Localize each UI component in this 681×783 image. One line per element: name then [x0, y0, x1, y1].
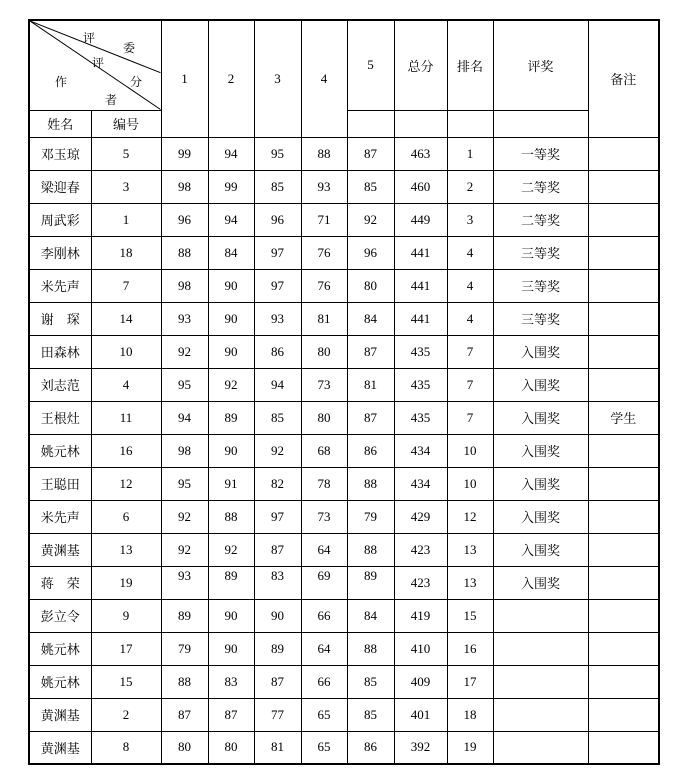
header-spacer-judge5	[347, 110, 394, 137]
remark-cell	[588, 434, 659, 467]
table-row	[29, 170, 659, 203]
judge1-score-cell: 88	[161, 665, 208, 698]
award-cell: 三等奖	[493, 269, 588, 302]
rank-cell: 10	[447, 467, 493, 500]
judge3-score-cell: 94	[254, 368, 301, 401]
table-row	[29, 269, 659, 302]
entry-id-cell: 14	[91, 302, 161, 335]
name-cell: 周武彩	[29, 203, 91, 236]
judge3-score-cell: 86	[254, 335, 301, 368]
remark-cell	[588, 731, 659, 764]
name-cell: 田森林	[29, 335, 91, 368]
entry-id-cell: 13	[91, 533, 161, 566]
judge2-score-cell: 90	[208, 599, 254, 632]
judge4-score-cell: 80	[301, 335, 347, 368]
award-cell: 三等奖	[493, 236, 588, 269]
header-judge-1: 1	[161, 20, 208, 137]
header-name: 姓名	[29, 110, 91, 137]
entry-id-cell: 4	[91, 368, 161, 401]
total-score-cell: 423	[394, 533, 447, 566]
name-cell: 黄渊基	[29, 731, 91, 764]
judge2-score-cell: 90	[208, 335, 254, 368]
judge3-score-cell: 82	[254, 467, 301, 500]
judge2-score-cell: 90	[208, 302, 254, 335]
judge4-score-cell: 64	[301, 632, 347, 665]
remark-cell	[588, 170, 659, 203]
judge5-score-cell: 87	[347, 401, 394, 434]
judge2-score-cell: 84	[208, 236, 254, 269]
judge5-score-cell: 86	[347, 731, 394, 764]
judge3-score-cell: 97	[254, 269, 301, 302]
judge1-score-cell: 87	[161, 698, 208, 731]
rank-cell: 4	[447, 236, 493, 269]
remark-cell	[588, 368, 659, 401]
judge3-score-cell: 89	[254, 632, 301, 665]
table-row	[29, 368, 659, 401]
award-cell: 二等奖	[493, 170, 588, 203]
total-score-cell: 434	[394, 467, 447, 500]
rank-cell: 16	[447, 632, 493, 665]
judge4-score-cell: 78	[301, 467, 347, 500]
rank-cell: 1	[447, 137, 493, 170]
rank-cell: 13	[447, 533, 493, 566]
award-cell	[493, 599, 588, 632]
entry-id-cell: 12	[91, 467, 161, 500]
header-judge-3: 3	[254, 20, 301, 137]
name-cell: 姚元林	[29, 665, 91, 698]
remark-cell	[588, 137, 659, 170]
entry-id-cell: 1	[91, 203, 161, 236]
rank-cell: 7	[447, 335, 493, 368]
remark-cell	[588, 269, 659, 302]
award-cell: 入围奖	[493, 533, 588, 566]
judge4-score-cell: 81	[301, 302, 347, 335]
entry-id-cell: 16	[91, 434, 161, 467]
judge3-score-cell: 97	[254, 236, 301, 269]
judge4-score-cell: 71	[301, 203, 347, 236]
judge5-score-cell: 96	[347, 236, 394, 269]
corner-label-author-char1: 作	[54, 75, 67, 89]
rank-cell: 15	[447, 599, 493, 632]
judge4-score-cell: 73	[301, 368, 347, 401]
remark-cell	[588, 302, 659, 335]
corner-label-author-char2: 者	[104, 93, 117, 107]
judge1-score-cell: 89	[161, 599, 208, 632]
total-score-cell: 434	[394, 434, 447, 467]
award-cell	[493, 632, 588, 665]
name-cell: 邓玉琼	[29, 137, 91, 170]
table-row	[29, 599, 659, 632]
judge3-score-cell: 83	[254, 566, 301, 599]
total-score-cell: 429	[394, 500, 447, 533]
judge5-score-cell: 80	[347, 269, 394, 302]
name-cell: 蒋 荣	[29, 566, 91, 599]
header-judge-5: 5	[347, 20, 394, 110]
entry-id-cell: 19	[91, 566, 161, 599]
total-score-cell: 460	[394, 170, 447, 203]
corner-label-score-char1: 评	[91, 56, 104, 70]
judging-score-table	[28, 19, 660, 765]
judge4-score-cell: 64	[301, 533, 347, 566]
judge5-score-cell: 85	[347, 698, 394, 731]
entry-id-cell: 9	[91, 599, 161, 632]
name-cell: 米先声	[29, 500, 91, 533]
judge1-score-cell: 96	[161, 203, 208, 236]
judge1-score-cell: 98	[161, 170, 208, 203]
name-cell: 黄渊基	[29, 698, 91, 731]
header-judge-4: 4	[301, 20, 347, 137]
award-cell	[493, 665, 588, 698]
judge5-score-cell: 88	[347, 632, 394, 665]
total-score-cell: 392	[394, 731, 447, 764]
judge4-score-cell: 66	[301, 599, 347, 632]
judge5-score-cell: 87	[347, 335, 394, 368]
name-cell: 李刚林	[29, 236, 91, 269]
corner-label-judges-char1: 评	[82, 31, 95, 45]
header-spacer-award	[493, 110, 588, 137]
entry-id-cell: 3	[91, 170, 161, 203]
header-total: 总分	[394, 20, 447, 110]
remark-cell	[588, 698, 659, 731]
judge3-score-cell: 90	[254, 599, 301, 632]
judge3-score-cell: 81	[254, 731, 301, 764]
award-cell: 入围奖	[493, 368, 588, 401]
judge1-score-cell: 98	[161, 269, 208, 302]
judge4-score-cell: 68	[301, 434, 347, 467]
name-cell: 刘志范	[29, 368, 91, 401]
judge5-score-cell: 89	[347, 566, 394, 599]
judge4-score-cell: 69	[301, 566, 347, 599]
entry-id-cell: 6	[91, 500, 161, 533]
name-cell: 彭立令	[29, 599, 91, 632]
remark-cell	[588, 236, 659, 269]
award-cell: 入围奖	[493, 467, 588, 500]
award-cell: 三等奖	[493, 302, 588, 335]
judge4-score-cell: 65	[301, 731, 347, 764]
total-score-cell: 435	[394, 401, 447, 434]
name-cell: 王根灶	[29, 401, 91, 434]
judge2-score-cell: 92	[208, 533, 254, 566]
header-spacer-rank	[447, 110, 493, 137]
judge4-score-cell: 88	[301, 137, 347, 170]
judge4-score-cell: 93	[301, 170, 347, 203]
judge4-score-cell: 80	[301, 401, 347, 434]
rank-cell: 2	[447, 170, 493, 203]
judge1-score-cell: 94	[161, 401, 208, 434]
table-row	[29, 731, 659, 764]
total-score-cell: 441	[394, 269, 447, 302]
award-cell	[493, 731, 588, 764]
award-cell: 入围奖	[493, 566, 588, 599]
rank-cell: 3	[447, 203, 493, 236]
entry-id-cell: 11	[91, 401, 161, 434]
judge1-score-cell: 93	[161, 302, 208, 335]
judge1-score-cell: 95	[161, 467, 208, 500]
judge1-score-cell: 79	[161, 632, 208, 665]
judge4-score-cell: 73	[301, 500, 347, 533]
remark-cell: 学生	[588, 401, 659, 434]
table-row	[29, 500, 659, 533]
table-row	[29, 401, 659, 434]
table-row	[29, 632, 659, 665]
judge1-score-cell: 98	[161, 434, 208, 467]
entry-id-cell: 10	[91, 335, 161, 368]
award-cell: 二等奖	[493, 203, 588, 236]
total-score-cell: 435	[394, 368, 447, 401]
table-row	[29, 698, 659, 731]
remark-cell	[588, 533, 659, 566]
award-cell: 入围奖	[493, 335, 588, 368]
judge2-score-cell: 90	[208, 434, 254, 467]
name-cell: 黄渊基	[29, 533, 91, 566]
judge2-score-cell: 89	[208, 566, 254, 599]
name-cell: 梁迎春	[29, 170, 91, 203]
judge5-score-cell: 85	[347, 665, 394, 698]
judge3-score-cell: 97	[254, 500, 301, 533]
header-rank: 排名	[447, 20, 493, 110]
remark-cell	[588, 203, 659, 236]
judge5-score-cell: 87	[347, 137, 394, 170]
table-row	[29, 137, 659, 170]
total-score-cell: 463	[394, 137, 447, 170]
name-cell: 姚元林	[29, 434, 91, 467]
rank-cell: 7	[447, 368, 493, 401]
total-score-cell: 435	[394, 335, 447, 368]
entry-id-cell: 15	[91, 665, 161, 698]
award-cell: 入围奖	[493, 434, 588, 467]
total-score-cell: 441	[394, 302, 447, 335]
judge3-score-cell: 85	[254, 401, 301, 434]
rank-cell: 18	[447, 698, 493, 731]
remark-cell	[588, 467, 659, 500]
remark-cell	[588, 665, 659, 698]
judge2-score-cell: 83	[208, 665, 254, 698]
judge1-score-cell: 93	[161, 566, 208, 599]
table-row	[29, 302, 659, 335]
judge1-score-cell: 80	[161, 731, 208, 764]
rank-cell: 17	[447, 665, 493, 698]
rank-cell: 19	[447, 731, 493, 764]
header-award: 评奖	[493, 20, 588, 110]
table-body	[29, 137, 659, 764]
judge2-score-cell: 90	[208, 269, 254, 302]
rank-cell: 7	[447, 401, 493, 434]
header-judge-2: 2	[208, 20, 254, 137]
judge2-score-cell: 88	[208, 500, 254, 533]
corner-diagonal-cell	[29, 20, 161, 110]
judge5-score-cell: 81	[347, 368, 394, 401]
table-row	[29, 236, 659, 269]
judge3-score-cell: 96	[254, 203, 301, 236]
entry-id-cell: 18	[91, 236, 161, 269]
judge3-score-cell: 92	[254, 434, 301, 467]
judge5-score-cell: 92	[347, 203, 394, 236]
judge2-score-cell: 94	[208, 203, 254, 236]
judge2-score-cell: 99	[208, 170, 254, 203]
judge3-score-cell: 87	[254, 665, 301, 698]
judge2-score-cell: 87	[208, 698, 254, 731]
table-row	[29, 467, 659, 500]
judge5-score-cell: 86	[347, 434, 394, 467]
judge5-score-cell: 85	[347, 170, 394, 203]
header-row-main	[29, 20, 659, 110]
total-score-cell: 410	[394, 632, 447, 665]
name-cell: 姚元林	[29, 632, 91, 665]
judge5-score-cell: 88	[347, 467, 394, 500]
judge1-score-cell: 95	[161, 368, 208, 401]
judge2-score-cell: 89	[208, 401, 254, 434]
remark-cell	[588, 599, 659, 632]
table-row	[29, 566, 659, 599]
remark-cell	[588, 566, 659, 599]
rank-cell: 13	[447, 566, 493, 599]
entry-id-cell: 8	[91, 731, 161, 764]
table-header	[29, 20, 659, 137]
rank-cell: 10	[447, 434, 493, 467]
judge4-score-cell: 76	[301, 236, 347, 269]
judge2-score-cell: 91	[208, 467, 254, 500]
judge3-score-cell: 93	[254, 302, 301, 335]
rank-cell: 4	[447, 269, 493, 302]
name-cell: 王聪田	[29, 467, 91, 500]
judge5-score-cell: 88	[347, 533, 394, 566]
corner-label-judges-char2: 委	[122, 41, 135, 55]
judge1-score-cell: 92	[161, 533, 208, 566]
judge5-score-cell: 84	[347, 302, 394, 335]
judge5-score-cell: 79	[347, 500, 394, 533]
judge4-score-cell: 76	[301, 269, 347, 302]
entry-id-cell: 7	[91, 269, 161, 302]
total-score-cell: 409	[394, 665, 447, 698]
remark-cell	[588, 632, 659, 665]
award-cell: 入围奖	[493, 500, 588, 533]
judge3-score-cell: 95	[254, 137, 301, 170]
total-score-cell: 441	[394, 236, 447, 269]
rank-cell: 4	[447, 302, 493, 335]
table-row	[29, 665, 659, 698]
judge3-score-cell: 77	[254, 698, 301, 731]
judge5-score-cell: 84	[347, 599, 394, 632]
total-score-cell: 449	[394, 203, 447, 236]
rank-cell: 12	[447, 500, 493, 533]
judge1-score-cell: 92	[161, 335, 208, 368]
award-cell: 一等奖	[493, 137, 588, 170]
header-remark: 备注	[588, 20, 659, 137]
judge1-score-cell: 99	[161, 137, 208, 170]
judge3-score-cell: 87	[254, 533, 301, 566]
entry-id-cell: 17	[91, 632, 161, 665]
entry-id-cell: 2	[91, 698, 161, 731]
total-score-cell: 401	[394, 698, 447, 731]
judge1-score-cell: 88	[161, 236, 208, 269]
corner-label-score-char2: 分	[129, 75, 142, 89]
name-cell: 米先声	[29, 269, 91, 302]
award-cell: 入围奖	[493, 401, 588, 434]
award-cell	[493, 698, 588, 731]
remark-cell	[588, 500, 659, 533]
judge2-score-cell: 90	[208, 632, 254, 665]
name-cell: 谢 琛	[29, 302, 91, 335]
remark-cell	[588, 335, 659, 368]
total-score-cell: 423	[394, 566, 447, 599]
judge4-score-cell: 65	[301, 698, 347, 731]
judge1-score-cell: 92	[161, 500, 208, 533]
header-id: 编号	[91, 110, 161, 137]
table-row	[29, 533, 659, 566]
table-row	[29, 434, 659, 467]
total-score-cell: 419	[394, 599, 447, 632]
judge2-score-cell: 80	[208, 731, 254, 764]
judge3-score-cell: 85	[254, 170, 301, 203]
table-row	[29, 335, 659, 368]
header-spacer-total	[394, 110, 447, 137]
judge2-score-cell: 92	[208, 368, 254, 401]
judge4-score-cell: 66	[301, 665, 347, 698]
judge2-score-cell: 94	[208, 137, 254, 170]
table-row	[29, 203, 659, 236]
entry-id-cell: 5	[91, 137, 161, 170]
